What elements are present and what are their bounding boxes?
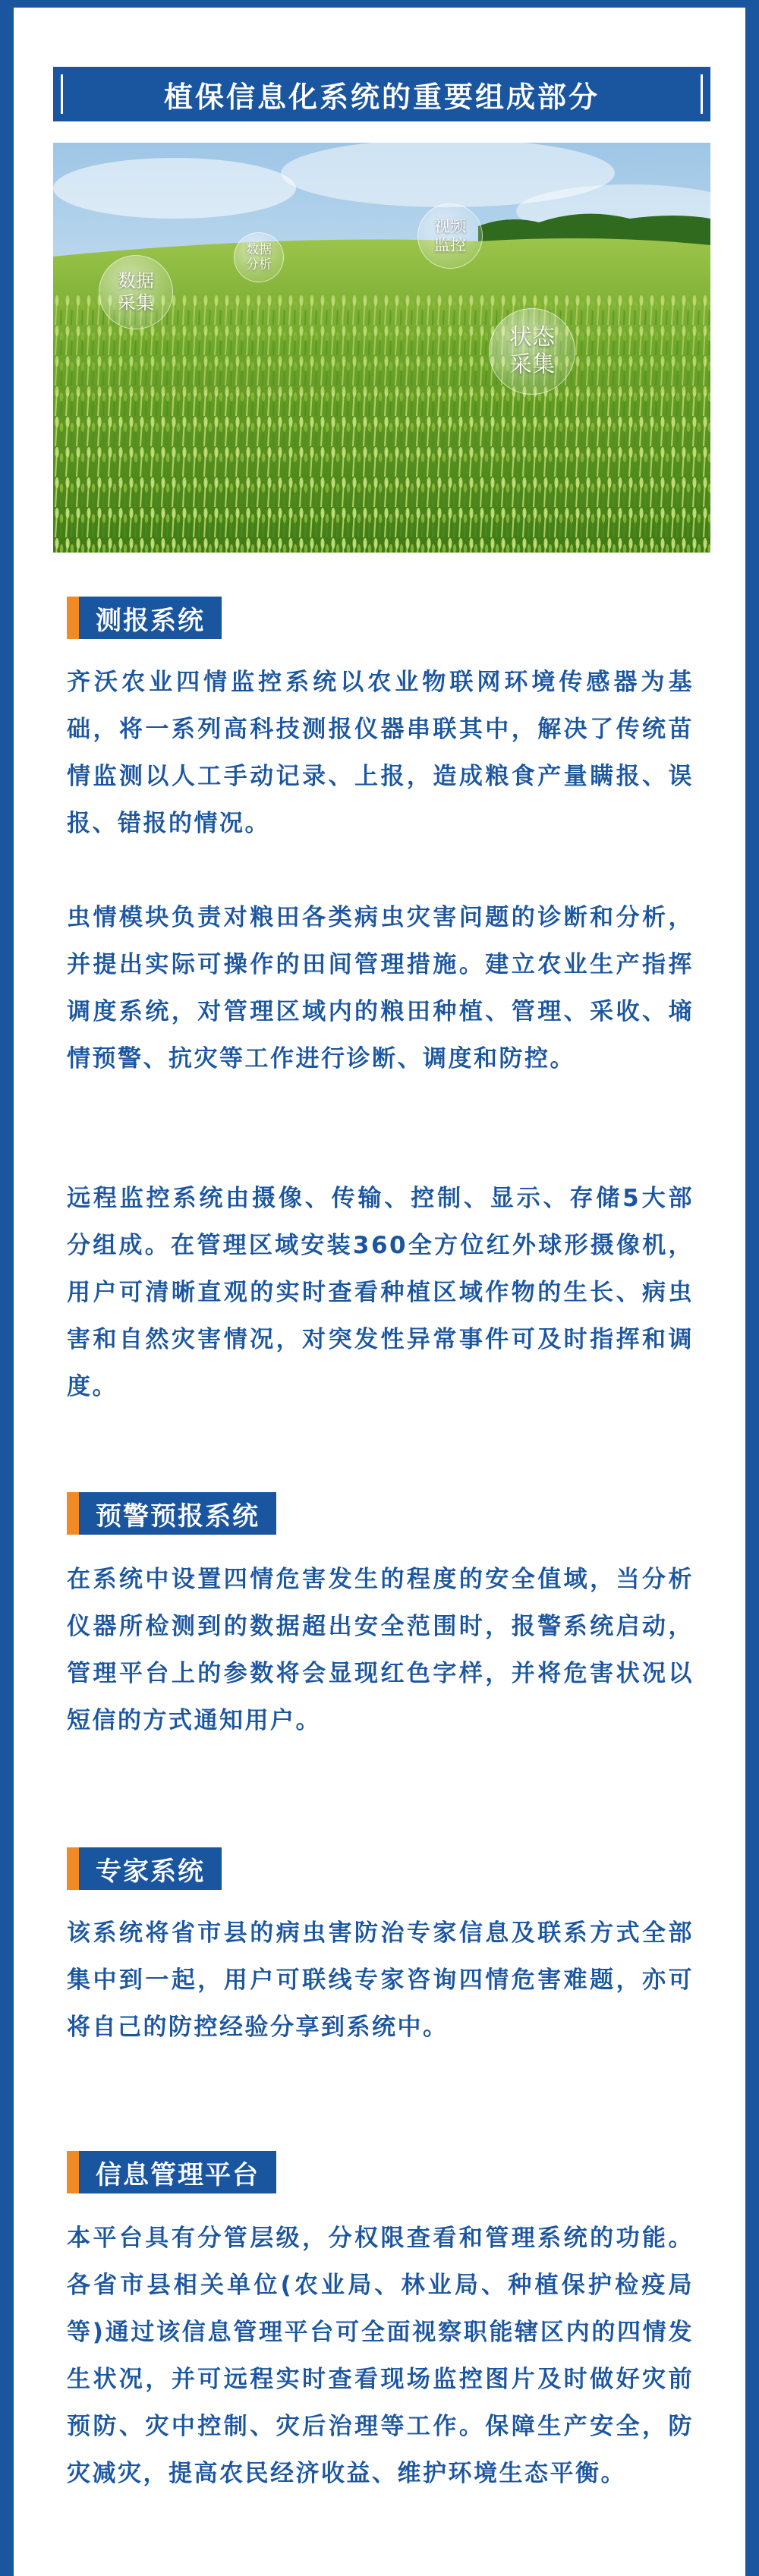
paragraph: 远程监控系统由摄像、传输、控制、显示、存储5大部分组成。在管理区域安装360全方位红外球形摄像机，用户可清晰直观的实时查看种植区域作物的生长、病虫害和自然灾害情况，对突发性异常事件可及时指挥和调度。: [67, 1185, 694, 1400]
section-header-expert-system: [67, 1847, 222, 1890]
section-accent-bar: [67, 2151, 79, 2193]
section-heading: 预警预报系统: [79, 1492, 276, 1535]
paragraph: 在系统中设置四情危害发生的程度的安全值域，当分析仪器所检测到的数据超出安全范围时，报警系统启动，管理平台上的参数将会显现红色字样，并将危害状况以短信的方式通知用户。: [67, 1566, 694, 1734]
section-heading: 测报系统: [79, 597, 222, 639]
bubble-status-collection: 状态 采集: [489, 308, 575, 395]
section-heading: 专家系统: [79, 1847, 222, 1890]
section-header-info-platform: [67, 2151, 276, 2193]
section-heading: 信息管理平台: [79, 2151, 276, 2193]
top-frame-border: [0, 0, 759, 8]
bubble-video-monitoring: 视频 监控: [417, 203, 483, 269]
bubble-data-analysis: 数据 分析: [234, 232, 284, 282]
paragraph: 本平台具有分管层级，分权限查看和管理系统的功能。各省市县相关单位(农业局、林业局、种植保护检疫局等)通过该信息管理平台可全面视察职能辖区内的四情发生状况，并可远程实时查看现场监控图片及时做好灾前预防、灾中控制、灾后治理等工作。保障生产安全，防灾减灾，提高农民经济收益、维护环境生态平衡。: [67, 2225, 694, 2487]
paragraph: 虫情模块负责对粮田各类病虫灾害问题的诊断和分析，并提出实际可操作的田间管理措施。建立农业生产指挥调度系统，对管理区域内的粮田种植、管理、采收、墒情预警、抗灾等工作进行诊断、调度和防控。: [67, 904, 694, 1072]
paragraph: 该系统将省市县的病虫害防治专家信息及联系方式全部集中到一起，用户可联线专家咨询四情危害难题，亦可将自己的防控经验分享到系统中。: [67, 1919, 694, 2041]
section-accent-bar: [67, 1847, 79, 1890]
page-title: 植保信息化系统的重要组成部分: [53, 67, 710, 121]
wheat-field-illustration: [53, 143, 710, 553]
paragraph: 齐沃农业四情监控系统以农业物联网环境传感器为基础，将一系列高科技测报仪器串联其中，解决了传统苗情监测以人工手动记录、上报，造成粮食产量瞒报、误报、错报的情况。: [67, 669, 694, 837]
bubble-data-collection: 数据 采集: [99, 255, 173, 329]
section-header-forecast-system: [67, 597, 222, 639]
section-accent-bar: [67, 1492, 79, 1535]
section-accent-bar: [67, 597, 79, 639]
hero-wheat-field-image: [53, 143, 710, 553]
section-header-warning-system: [67, 1492, 276, 1535]
left-frame-border: [0, 0, 14, 2576]
right-frame-border: [745, 0, 759, 2576]
